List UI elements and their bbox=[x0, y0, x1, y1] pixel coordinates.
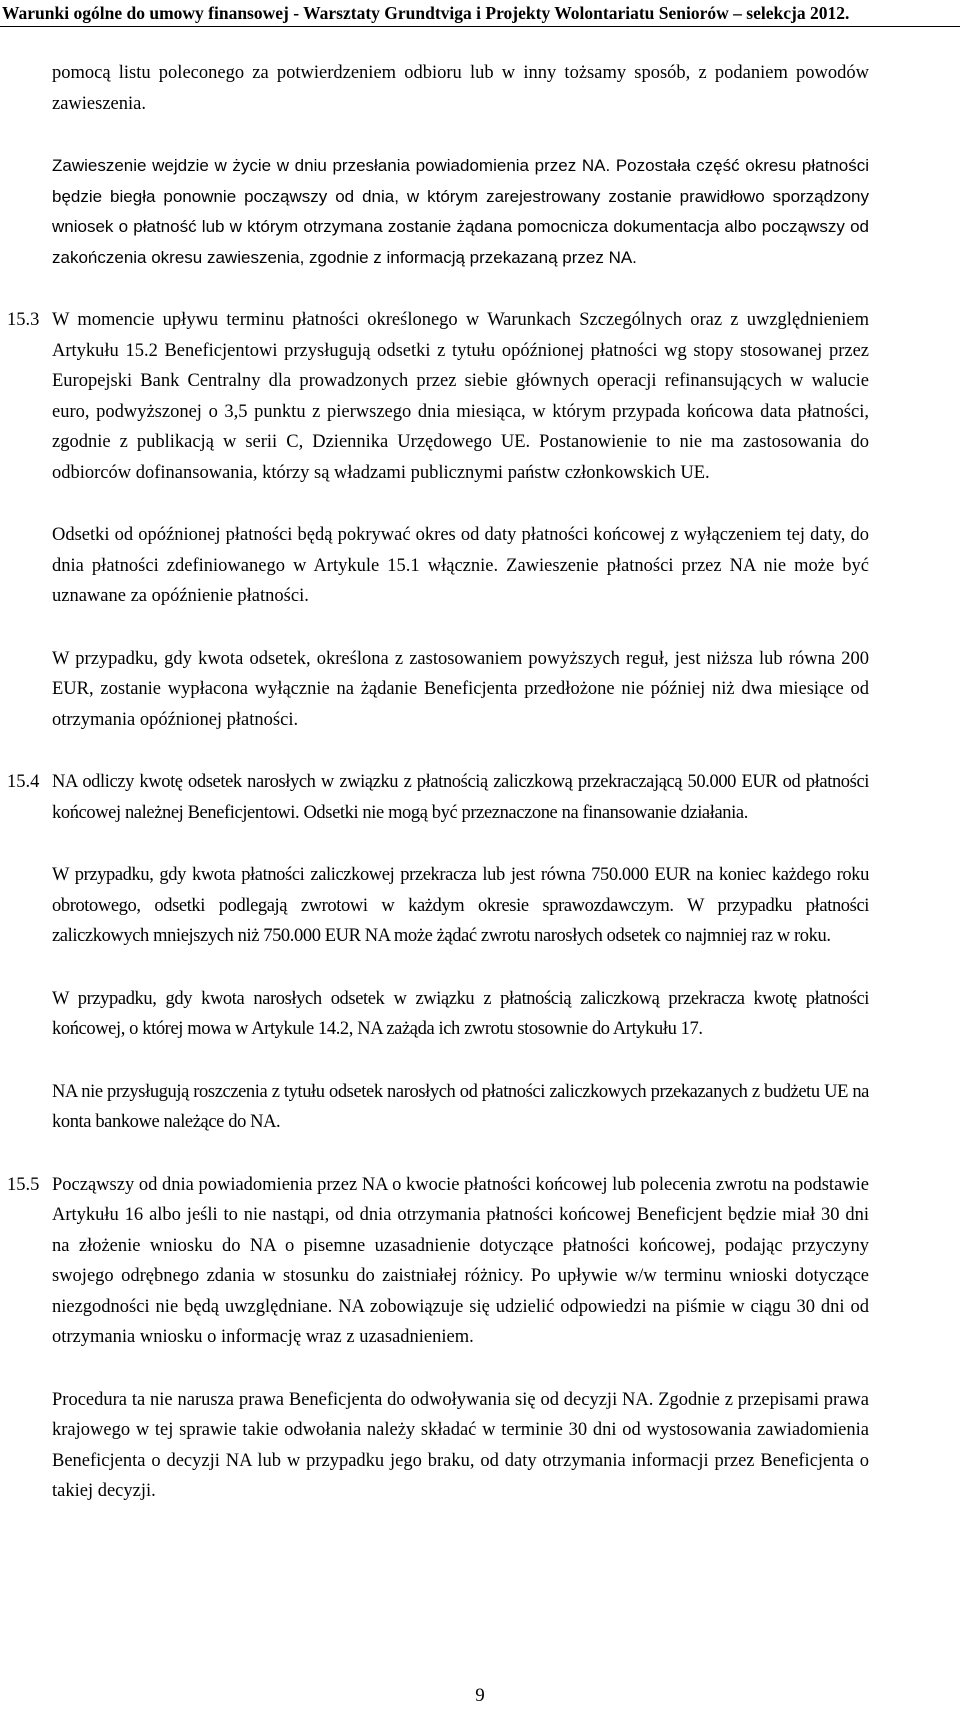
section-15-3 bbox=[7, 305, 869, 488]
section-15-5 bbox=[7, 1170, 869, 1353]
paragraph-p7: W przypadku, gdy kwota płatności zaliczkowej przekracza lub jest równa 750.000 EUR na koniec każdego roku obrotowego, odsetki podlegają zwrotowi w każdym okresie sprawozdawczym. W przypadku płatności zaliczkowych mniejszych niż 750.000 EUR NA może żądać zwrotu narosłych odsetek co najmniej raz w roku. bbox=[52, 865, 869, 946]
page-number: 9 bbox=[475, 1685, 485, 1706]
section-number: 15.3 bbox=[7, 310, 40, 330]
paragraph-p1: pomocą listu poleconego za potwierdzeniem odbioru lub w inny tożsamy sposób, z podaniem powodów zawieszenia. bbox=[52, 63, 869, 114]
document-body bbox=[7, 58, 869, 1539]
paragraph-p4: Odsetki od opóźnionej płatności będą pokrywać okres od daty płatności końcowej z wyłączeniem tej daty, do dnia płatności zdefiniowanego w Artykule 15.1 włącznie. Zawieszenie płatności przez NA nie może być uznawane za opóźnienie płatności. bbox=[52, 525, 869, 606]
paragraph-p9: NA nie przysługują roszczenia z tytułu odsetek narosłych od płatności zaliczkowych przekazanych z budżetu UE na konta bankowe należące do NA. bbox=[52, 1081, 869, 1132]
document-header: Warunki ogólne do umowy finansowej - Warsztaty Grundtviga i Projekty Wolontariatu Seniorów – selekcja 2012. bbox=[0, 0, 960, 27]
section-15-4 bbox=[7, 767, 869, 828]
paragraph-p5: W przypadku, gdy kwota odsetek, określona z zastosowaniem powyższych reguł, jest niższa lub równa 200 EUR, zostanie wypłacona wyłącznie na żądanie Beneficjenta przedłożone nie później niż dwa miesiące od otrzymania opóźnionej płatności. bbox=[52, 648, 869, 730]
paragraph-p2: Zawieszenie wejdzie w życie w dniu przesłania powiadomienia przez NA. Pozostała część okresu płatności będzie biegła ponownie począwszy od dnia, w którym zarejestrowany zostanie prawidłowo sporządzony wniosek o płatność lub w którym otrzymana zostanie żądana pomocnicza dokumentacja albo począwszy od zakończenia okresu zawieszenia, zgodnie z informacją przekazaną przez NA. bbox=[52, 156, 869, 267]
section-number: 15.5 bbox=[7, 1174, 40, 1195]
paragraph-p11: Procedura ta nie narusza prawa Beneficjenta do odwoływania się od decyzji NA. Zgodnie z przepisami prawa krajowego w tej sprawie takie odwołania należy składać w terminie 30 dni od wystosowania zawiadomienia Beneficjenta o decyzji NA lub w przypadku jego braku, od daty otrzymania informacji przez Beneficjenta o takiej decyzji. bbox=[52, 1389, 869, 1501]
paragraph-p6: NA odliczy kwotę odsetek narosłych w związku z płatnością zaliczkową przekraczającą 50.000 EUR od płatności końcowej należnej Beneficjentowi. Odsetki nie mogą być przeznaczone na finansowanie działania. bbox=[52, 772, 869, 823]
paragraph-p3: W momencie upływu terminu płatności określonego w Warunkach Szczególnych oraz z uwzględnieniem Artykułu 15.2 Beneficjentowi przysługują odsetki z tytułu opóźnionej płatności wg stopy stosowanej przez Europejski Bank Centralny dla prowadzonych przez siebie głównych operacji refinansujących w walucie euro, podwyższonej o 3,5 punktu z pierwszego dnia miesiąca, w którym przypada końcowa data płatności, zgodnie z publikacją w serii C, Dziennika Urzędowego UE. Postanowienie to nie ma zastosowania do odbiorców dofinansowania, którzy są władzami publicznymi państw członkowskich UE. bbox=[52, 310, 869, 483]
section-number: 15.4 bbox=[7, 772, 40, 792]
paragraph-p8: W przypadku, gdy kwota narosłych odsetek w związku z płatnością zaliczkową przekracza kwotę płatności końcowej, o której mowa w Artykule 14.2, NA zażąda ich zwrotu stosownie do Artykułu 17. bbox=[52, 988, 869, 1039]
paragraph-p10: Począwszy od dnia powiadomienia przez NA o kwocie płatności końcowej lub polecenia zwrotu na podstawie Artykułu 16 albo jeśli to nie nastąpi, od dnia otrzymania płatności końcowej Beneficjent będzie miał 30 dni na złożenie wniosku do NA o pisemne uzasadnienie dotyczące płatności końcowej, podając przyczyny swojego odrębnego zdania w stosunku do zaistniałej różnicy. Po upływie w/w terminu wnioski dotyczące niezgodności nie będą uwzględniane. NA zobowiązuje się udzielić odpowiedzi na piśmie w ciągu 30 dni od otrzymania wniosku o informację wraz z uzasadnieniem. bbox=[52, 1174, 869, 1347]
